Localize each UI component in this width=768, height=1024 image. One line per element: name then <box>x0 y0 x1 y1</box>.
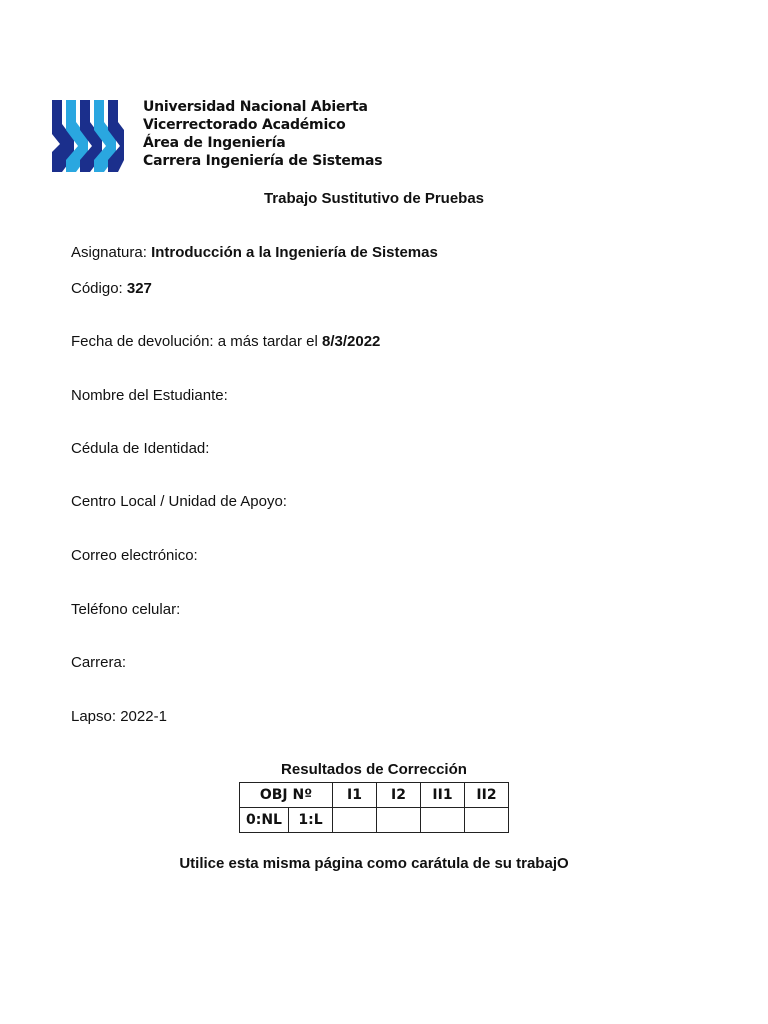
cedula-field: Cédula de Identidad: <box>71 440 210 457</box>
centro-field: Centro Local / Unidad de Apoyo: <box>71 493 287 510</box>
results-title: Resultados de Corrección <box>281 761 467 778</box>
results-table <box>239 782 509 833</box>
institution-line: Carrera Ingeniería de Sistemas <box>143 153 383 169</box>
correo-field: Correo electrónico: <box>71 547 198 564</box>
fecha-value: 8/3/2022 <box>321 333 381 350</box>
asignatura-field <box>71 244 438 261</box>
results-cell-i2 <box>377 808 421 833</box>
results-header-row <box>240 783 509 808</box>
results-legend-nl: 0:NL <box>240 808 289 833</box>
footer-instruction: Utilice esta misma página como carátula de su trabajO <box>179 855 569 872</box>
results-cell-ii2 <box>465 808 509 833</box>
results-legend-row <box>240 808 509 833</box>
institution-line: Vicerrectorado Académico <box>143 117 346 133</box>
una-logo-icon <box>52 100 124 172</box>
results-cell-i1 <box>333 808 377 833</box>
fecha-label: Fecha de devolución: a más tardar el <box>71 333 318 350</box>
results-header-i1: I1 <box>333 783 377 808</box>
results-header-ii2: II2 <box>465 783 509 808</box>
codigo-label: Código: <box>71 280 123 297</box>
institution-line: Universidad Nacional Abierta <box>143 99 368 115</box>
nombre-field: Nombre del Estudiante: <box>71 387 228 404</box>
fecha-field <box>71 333 380 350</box>
asignatura-value: Introducción a la Ingeniería de Sistemas <box>151 244 438 261</box>
asignatura-label: Asignatura: <box>71 244 147 261</box>
codigo-field <box>71 280 152 297</box>
document-title: Trabajo Sustitutivo de Pruebas <box>263 190 485 207</box>
results-legend-l: 1:L <box>289 808 333 833</box>
institution-name-block <box>143 98 463 170</box>
results-cell-ii1 <box>421 808 465 833</box>
results-header-i2: I2 <box>377 783 421 808</box>
results-header-obj: OBJ Nº <box>240 783 333 808</box>
results-header-ii1: II1 <box>421 783 465 808</box>
codigo-value: 327 <box>126 280 152 297</box>
lapso-field: Lapso: 2022-1 <box>71 708 167 725</box>
telefono-field: Teléfono celular: <box>71 601 181 618</box>
institution-line: Área de Ingeniería <box>143 135 286 151</box>
carrera-field: Carrera: <box>71 654 127 671</box>
